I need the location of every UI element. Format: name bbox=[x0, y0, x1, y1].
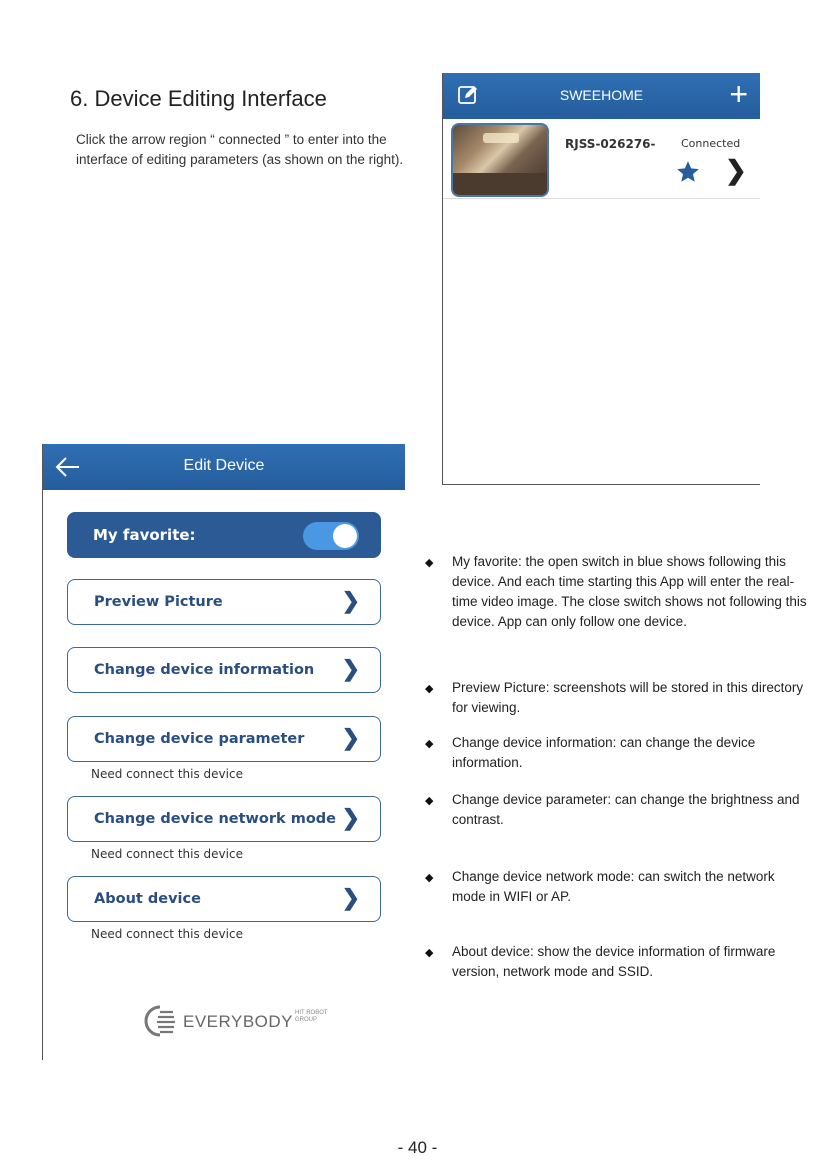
star-icon[interactable] bbox=[675, 159, 701, 185]
preview-picture-button[interactable] bbox=[67, 579, 381, 625]
parameter-note: Need connect this device bbox=[91, 767, 243, 781]
logo-mark-icon bbox=[143, 1004, 177, 1038]
chevron-right-icon: ❯ bbox=[341, 805, 360, 830]
favorite-row bbox=[67, 512, 381, 558]
change-device-parameter-label: Change device parameter bbox=[94, 731, 305, 747]
edit-title: Edit Device bbox=[183, 457, 265, 474]
home-header bbox=[443, 73, 760, 119]
back-arrow-icon[interactable] bbox=[53, 452, 83, 482]
favorite-toggle[interactable] bbox=[303, 522, 359, 550]
about-device-button[interactable] bbox=[67, 876, 381, 922]
intro-text: Click the arrow region “ connected ” to enter into the interface of editing parameters (as shown on the right). bbox=[76, 132, 404, 167]
about-device-note: Need connect this device bbox=[91, 927, 243, 941]
edit-header bbox=[43, 444, 405, 490]
change-device-parameter-button[interactable] bbox=[67, 716, 381, 762]
preview-picture-label: Preview Picture bbox=[94, 594, 223, 610]
change-network-mode-button[interactable] bbox=[67, 796, 381, 842]
change-network-mode-label: Change device network mode bbox=[94, 811, 337, 827]
home-title: SWEEHOME bbox=[559, 87, 644, 103]
network-mode-note: Need connect this device bbox=[91, 847, 243, 861]
change-device-information-button[interactable] bbox=[67, 647, 381, 693]
plus-icon[interactable]: + bbox=[729, 76, 748, 112]
everybody-logo bbox=[143, 1004, 343, 1040]
chevron-right-icon: ❯ bbox=[341, 725, 360, 750]
edit-device-screen bbox=[42, 444, 405, 1060]
chevron-right-icon: ❯ bbox=[341, 656, 360, 681]
device-thumbnail bbox=[451, 123, 549, 197]
about-device-label: About device bbox=[94, 891, 201, 907]
change-device-information-label: Change device information bbox=[94, 662, 315, 678]
page-number: - 40 - bbox=[397, 1138, 438, 1157]
logo-subtext: HIT ROBOT GROUP bbox=[295, 1010, 328, 1023]
chevron-right-icon: ❯ bbox=[341, 588, 360, 613]
logo-brand: EVERYBODY bbox=[183, 1012, 294, 1031]
section-title: 6. Device Editing Interface bbox=[70, 86, 327, 111]
device-status: Connected bbox=[681, 137, 741, 150]
favorite-label: My favorite: bbox=[93, 526, 196, 544]
chevron-right-icon[interactable]: ❯ bbox=[725, 155, 747, 185]
chevron-right-icon: ❯ bbox=[341, 885, 360, 910]
device-name: RJSS-026276- bbox=[565, 137, 656, 151]
home-screen bbox=[442, 73, 760, 485]
device-list-item[interactable] bbox=[443, 119, 760, 199]
